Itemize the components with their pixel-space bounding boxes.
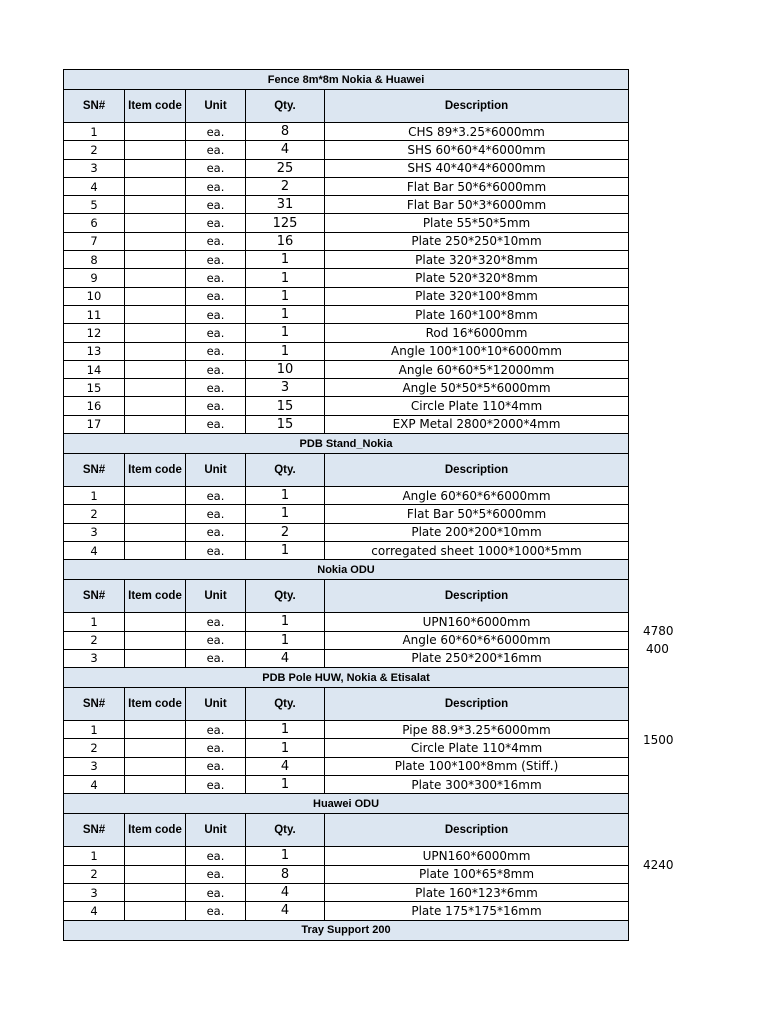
cell-unit: ea. bbox=[186, 159, 246, 177]
section-title: PDB Stand_Nokia bbox=[64, 434, 629, 454]
header-qty: Qty. bbox=[246, 814, 325, 847]
cell-description: Rod 16*6000mm bbox=[325, 324, 629, 342]
cell-sn: 14 bbox=[64, 360, 125, 378]
table-row bbox=[64, 613, 629, 631]
cell-description: CHS 89*3.25*6000mm bbox=[325, 123, 629, 141]
cell-unit: ea. bbox=[186, 123, 246, 141]
cell-item-code bbox=[125, 397, 186, 415]
header-item-code: Item code bbox=[125, 580, 186, 613]
header-item-code: Item code bbox=[125, 90, 186, 123]
cell-description: UPN160*6000mm bbox=[325, 847, 629, 865]
header-item-code: Item code bbox=[125, 454, 186, 487]
section-title-row bbox=[64, 560, 629, 580]
cell-sn: 1 bbox=[64, 613, 125, 631]
cell-qty: 1 bbox=[246, 287, 325, 305]
cell-unit: ea. bbox=[186, 865, 246, 883]
cell-qty: 8 bbox=[246, 865, 325, 883]
cell-sn: 1 bbox=[64, 487, 125, 505]
cell-item-code bbox=[125, 541, 186, 559]
cell-sn: 4 bbox=[64, 902, 125, 920]
cell-unit: ea. bbox=[186, 505, 246, 523]
cell-sn: 12 bbox=[64, 324, 125, 342]
header-unit: Unit bbox=[186, 580, 246, 613]
cell-description: Plate 300*300*16mm bbox=[325, 776, 629, 794]
table-row bbox=[64, 776, 629, 794]
cell-qty: 3 bbox=[246, 379, 325, 397]
table-row bbox=[64, 721, 629, 739]
cell-unit: ea. bbox=[186, 649, 246, 667]
header-qty: Qty. bbox=[246, 688, 325, 721]
column-header-row bbox=[64, 90, 629, 123]
cell-qty: 4 bbox=[246, 757, 325, 775]
header-item-code: Item code bbox=[125, 814, 186, 847]
cell-item-code bbox=[125, 287, 186, 305]
cell-item-code bbox=[125, 196, 186, 214]
header-unit: Unit bbox=[186, 688, 246, 721]
cell-unit: ea. bbox=[186, 232, 246, 250]
cell-unit: ea. bbox=[186, 305, 246, 323]
section-title-row bbox=[64, 794, 629, 814]
cell-qty: 1 bbox=[246, 739, 325, 757]
cell-item-code bbox=[125, 415, 186, 433]
cell-description: Angle 100*100*10*6000mm bbox=[325, 342, 629, 360]
cell-qty: 2 bbox=[246, 177, 325, 195]
cell-sn: 2 bbox=[64, 865, 125, 883]
cell-description: Angle 60*60*6*6000mm bbox=[325, 631, 629, 649]
table-row bbox=[64, 287, 629, 305]
column-header-row bbox=[64, 688, 629, 721]
header-description: Description bbox=[325, 814, 629, 847]
cell-item-code bbox=[125, 251, 186, 269]
cell-qty: 25 bbox=[246, 159, 325, 177]
cell-item-code bbox=[125, 360, 186, 378]
cell-qty: 15 bbox=[246, 415, 325, 433]
cell-item-code bbox=[125, 883, 186, 901]
cell-description: Plate 175*175*16mm bbox=[325, 902, 629, 920]
cell-item-code bbox=[125, 523, 186, 541]
cell-unit: ea. bbox=[186, 177, 246, 195]
cell-unit: ea. bbox=[186, 847, 246, 865]
column-header-row bbox=[64, 814, 629, 847]
cell-sn: 2 bbox=[64, 739, 125, 757]
table-row bbox=[64, 324, 629, 342]
cell-sn: 2 bbox=[64, 505, 125, 523]
cell-item-code bbox=[125, 847, 186, 865]
cell-unit: ea. bbox=[186, 902, 246, 920]
cell-description: Plate 250*250*10mm bbox=[325, 232, 629, 250]
cell-sn: 15 bbox=[64, 379, 125, 397]
side-note-400: 400 bbox=[646, 642, 669, 656]
cell-sn: 3 bbox=[64, 883, 125, 901]
cell-description: Plate 55*50*5mm bbox=[325, 214, 629, 232]
cell-sn: 1 bbox=[64, 123, 125, 141]
table-row bbox=[64, 847, 629, 865]
cell-qty: 1 bbox=[246, 541, 325, 559]
cell-description: UPN160*6000mm bbox=[325, 613, 629, 631]
table-row bbox=[64, 123, 629, 141]
cell-qty: 1 bbox=[246, 342, 325, 360]
cell-qty: 16 bbox=[246, 232, 325, 250]
section-title-row bbox=[64, 668, 629, 688]
table-row bbox=[64, 269, 629, 287]
cell-sn: 16 bbox=[64, 397, 125, 415]
cell-unit: ea. bbox=[186, 379, 246, 397]
header-sn: SN# bbox=[64, 90, 125, 123]
cell-qty: 1 bbox=[246, 269, 325, 287]
cell-description: Plate 250*200*16mm bbox=[325, 649, 629, 667]
cell-unit: ea. bbox=[186, 214, 246, 232]
cell-description: Pipe 88.9*3.25*6000mm bbox=[325, 721, 629, 739]
table-row bbox=[64, 305, 629, 323]
table-row bbox=[64, 649, 629, 667]
table-row bbox=[64, 342, 629, 360]
table-row bbox=[64, 214, 629, 232]
cell-sn: 4 bbox=[64, 541, 125, 559]
cell-unit: ea. bbox=[186, 196, 246, 214]
cell-sn: 10 bbox=[64, 287, 125, 305]
section-title: Fence 8m*8m Nokia & Huawei bbox=[64, 70, 629, 90]
cell-item-code bbox=[125, 324, 186, 342]
cell-description: Plate 160*100*8mm bbox=[325, 305, 629, 323]
cell-qty: 2 bbox=[246, 523, 325, 541]
cell-description: Angle 60*60*5*12000mm bbox=[325, 360, 629, 378]
cell-description: Plate 100*100*8mm (Stiff.) bbox=[325, 757, 629, 775]
cell-sn: 4 bbox=[64, 177, 125, 195]
cell-qty: 1 bbox=[246, 505, 325, 523]
cell-item-code bbox=[125, 177, 186, 195]
table-row bbox=[64, 232, 629, 250]
cell-item-code bbox=[125, 269, 186, 287]
cell-description: EXP Metal 2800*2000*4mm bbox=[325, 415, 629, 433]
cell-item-code bbox=[125, 631, 186, 649]
table-row bbox=[64, 360, 629, 378]
cell-unit: ea. bbox=[186, 487, 246, 505]
header-qty: Qty. bbox=[246, 90, 325, 123]
cell-qty: 1 bbox=[246, 487, 325, 505]
cell-description: Angle 50*50*5*6000mm bbox=[325, 379, 629, 397]
header-sn: SN# bbox=[64, 814, 125, 847]
cell-unit: ea. bbox=[186, 415, 246, 433]
side-note-4240: 4240 bbox=[643, 858, 674, 872]
cell-sn: 3 bbox=[64, 523, 125, 541]
cell-sn: 1 bbox=[64, 721, 125, 739]
cell-sn: 13 bbox=[64, 342, 125, 360]
cell-item-code bbox=[125, 379, 186, 397]
cell-unit: ea. bbox=[186, 541, 246, 559]
cell-description: Circle Plate 110*4mm bbox=[325, 739, 629, 757]
cell-qty: 4 bbox=[246, 883, 325, 901]
cell-unit: ea. bbox=[186, 287, 246, 305]
cell-sn: 2 bbox=[64, 631, 125, 649]
side-note-1500: 1500 bbox=[643, 733, 674, 747]
header-sn: SN# bbox=[64, 688, 125, 721]
cell-description: Plate 520*320*8mm bbox=[325, 269, 629, 287]
cell-sn: 11 bbox=[64, 305, 125, 323]
cell-description: Circle Plate 110*4mm bbox=[325, 397, 629, 415]
cell-unit: ea. bbox=[186, 360, 246, 378]
cell-qty: 1 bbox=[246, 721, 325, 739]
cell-description: Flat Bar 50*5*6000mm bbox=[325, 505, 629, 523]
cell-item-code bbox=[125, 305, 186, 323]
cell-item-code bbox=[125, 214, 186, 232]
cell-qty: 1 bbox=[246, 847, 325, 865]
table-row bbox=[64, 505, 629, 523]
cell-item-code bbox=[125, 505, 186, 523]
cell-sn: 8 bbox=[64, 251, 125, 269]
cell-qty: 1 bbox=[246, 324, 325, 342]
cell-item-code bbox=[125, 232, 186, 250]
table-row bbox=[64, 159, 629, 177]
materials-table bbox=[63, 69, 629, 941]
cell-description: Plate 200*200*10mm bbox=[325, 523, 629, 541]
table-row bbox=[64, 883, 629, 901]
cell-item-code bbox=[125, 649, 186, 667]
header-sn: SN# bbox=[64, 454, 125, 487]
cell-description: Plate 100*65*8mm bbox=[325, 865, 629, 883]
table-row bbox=[64, 196, 629, 214]
cell-sn: 3 bbox=[64, 649, 125, 667]
column-header-row bbox=[64, 580, 629, 613]
cell-item-code bbox=[125, 141, 186, 159]
table-row bbox=[64, 141, 629, 159]
cell-description: Flat Bar 50*3*6000mm bbox=[325, 196, 629, 214]
cell-qty: 1 bbox=[246, 251, 325, 269]
cell-sn: 3 bbox=[64, 757, 125, 775]
cell-qty: 125 bbox=[246, 214, 325, 232]
side-note-4780: 4780 bbox=[643, 624, 674, 638]
cell-qty: 1 bbox=[246, 305, 325, 323]
header-item-code: Item code bbox=[125, 688, 186, 721]
header-description: Description bbox=[325, 90, 629, 123]
cell-unit: ea. bbox=[186, 342, 246, 360]
cell-unit: ea. bbox=[186, 757, 246, 775]
cell-sn: 3 bbox=[64, 159, 125, 177]
table-row bbox=[64, 487, 629, 505]
cell-unit: ea. bbox=[186, 269, 246, 287]
header-unit: Unit bbox=[186, 454, 246, 487]
cell-qty: 8 bbox=[246, 123, 325, 141]
cell-unit: ea. bbox=[186, 613, 246, 631]
cell-sn: 2 bbox=[64, 141, 125, 159]
header-unit: Unit bbox=[186, 814, 246, 847]
cell-qty: 1 bbox=[246, 613, 325, 631]
cell-unit: ea. bbox=[186, 776, 246, 794]
cell-item-code bbox=[125, 757, 186, 775]
cell-item-code bbox=[125, 487, 186, 505]
cell-unit: ea. bbox=[186, 523, 246, 541]
cell-sn: 4 bbox=[64, 776, 125, 794]
header-description: Description bbox=[325, 580, 629, 613]
cell-item-code bbox=[125, 159, 186, 177]
cell-qty: 15 bbox=[246, 397, 325, 415]
table-row bbox=[64, 177, 629, 195]
table-row bbox=[64, 397, 629, 415]
cell-sn: 1 bbox=[64, 847, 125, 865]
cell-qty: 4 bbox=[246, 649, 325, 667]
cell-description: Angle 60*60*6*6000mm bbox=[325, 487, 629, 505]
cell-item-code bbox=[125, 739, 186, 757]
materials-table-body bbox=[64, 70, 629, 941]
header-qty: Qty. bbox=[246, 454, 325, 487]
cell-unit: ea. bbox=[186, 883, 246, 901]
table-row bbox=[64, 739, 629, 757]
cell-unit: ea. bbox=[186, 397, 246, 415]
table-row bbox=[64, 541, 629, 559]
table-row bbox=[64, 415, 629, 433]
cell-unit: ea. bbox=[186, 251, 246, 269]
column-header-row bbox=[64, 454, 629, 487]
header-qty: Qty. bbox=[246, 580, 325, 613]
cell-sn: 17 bbox=[64, 415, 125, 433]
cell-item-code bbox=[125, 902, 186, 920]
cell-unit: ea. bbox=[186, 721, 246, 739]
cell-description: Plate 160*123*6mm bbox=[325, 883, 629, 901]
table-row bbox=[64, 865, 629, 883]
cell-description: Plate 320*320*8mm bbox=[325, 251, 629, 269]
cell-sn: 6 bbox=[64, 214, 125, 232]
cell-qty: 10 bbox=[246, 360, 325, 378]
section-title-row bbox=[64, 920, 629, 940]
cell-description: SHS 40*40*4*6000mm bbox=[325, 159, 629, 177]
header-sn: SN# bbox=[64, 580, 125, 613]
cell-qty: 1 bbox=[246, 776, 325, 794]
cell-item-code bbox=[125, 721, 186, 739]
cell-item-code bbox=[125, 776, 186, 794]
section-title: PDB Pole HUW, Nokia & Etisalat bbox=[64, 668, 629, 688]
header-description: Description bbox=[325, 688, 629, 721]
section-title-row bbox=[64, 434, 629, 454]
table-row bbox=[64, 902, 629, 920]
cell-unit: ea. bbox=[186, 631, 246, 649]
cell-unit: ea. bbox=[186, 324, 246, 342]
cell-description: Flat Bar 50*6*6000mm bbox=[325, 177, 629, 195]
cell-sn: 5 bbox=[64, 196, 125, 214]
cell-description: Plate 320*100*8mm bbox=[325, 287, 629, 305]
table-row bbox=[64, 379, 629, 397]
cell-sn: 7 bbox=[64, 232, 125, 250]
table-row bbox=[64, 251, 629, 269]
cell-qty: 4 bbox=[246, 141, 325, 159]
cell-qty: 31 bbox=[246, 196, 325, 214]
cell-unit: ea. bbox=[186, 141, 246, 159]
cell-item-code bbox=[125, 865, 186, 883]
table-row bbox=[64, 631, 629, 649]
header-description: Description bbox=[325, 454, 629, 487]
cell-qty: 4 bbox=[246, 902, 325, 920]
cell-item-code bbox=[125, 123, 186, 141]
section-title: Tray Support 200 bbox=[64, 920, 629, 940]
table-row bbox=[64, 757, 629, 775]
cell-item-code bbox=[125, 613, 186, 631]
cell-description: corregated sheet 1000*1000*5mm bbox=[325, 541, 629, 559]
table-row bbox=[64, 523, 629, 541]
cell-sn: 9 bbox=[64, 269, 125, 287]
header-unit: Unit bbox=[186, 90, 246, 123]
cell-item-code bbox=[125, 342, 186, 360]
cell-qty: 1 bbox=[246, 631, 325, 649]
section-title-row bbox=[64, 70, 629, 90]
section-title: Nokia ODU bbox=[64, 560, 629, 580]
cell-description: SHS 60*60*4*6000mm bbox=[325, 141, 629, 159]
section-title: Huawei ODU bbox=[64, 794, 629, 814]
cell-unit: ea. bbox=[186, 739, 246, 757]
